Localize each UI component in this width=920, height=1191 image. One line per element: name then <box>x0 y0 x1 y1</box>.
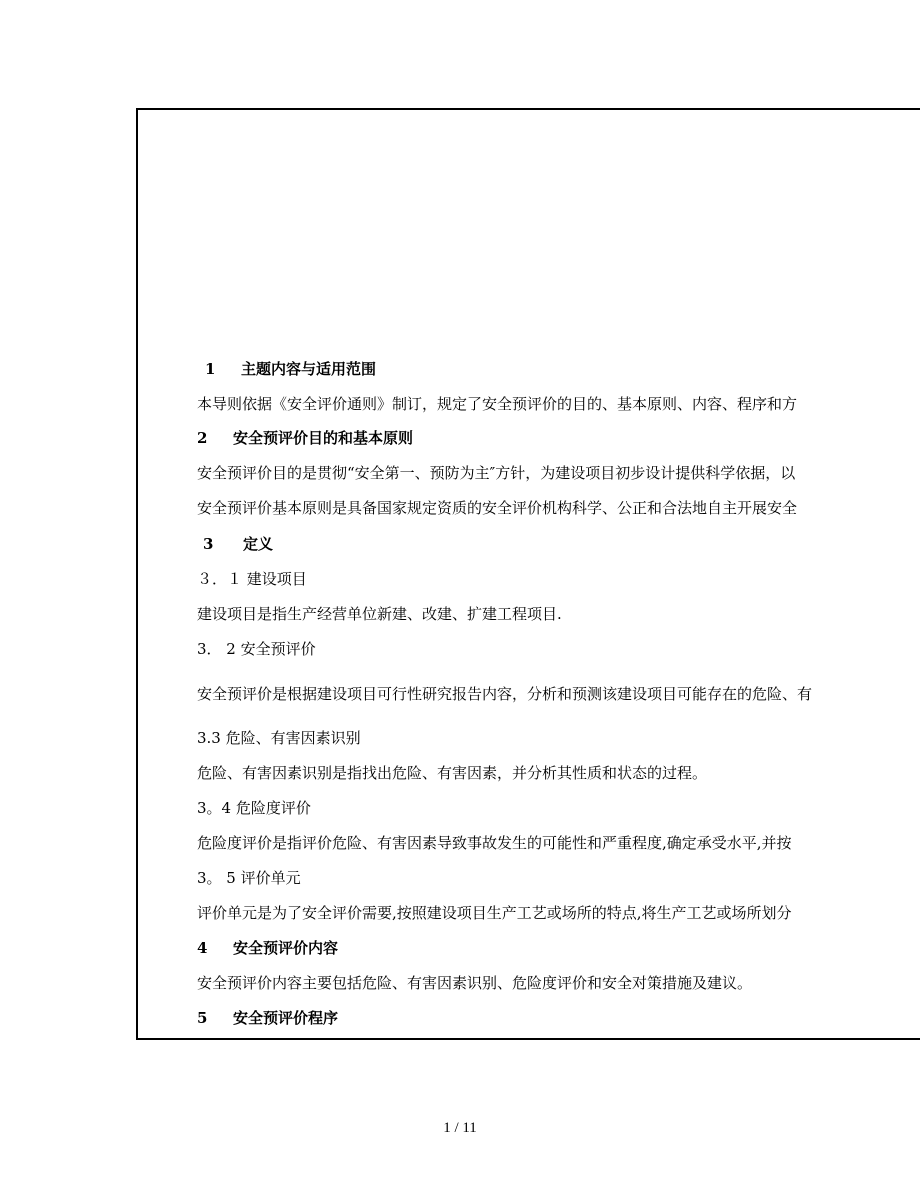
section-number: 5 <box>197 1009 208 1027</box>
section-number: 2 <box>197 429 208 447</box>
paragraph-content: 安全预评价内容主要包括危险、有害因素识别、危险度评价和安全对策措施及建议。 <box>197 974 753 992</box>
section-title: 定义 <box>243 535 274 553</box>
paragraph-risk-evaluation: 危险度评价是指评价危险、有害因素导致事故发生的可能性和严重程度,确定承受水平,并按 <box>197 834 792 852</box>
section-title: 主题内容与适用范围 <box>241 360 377 378</box>
section-heading-1 <box>197 359 920 379</box>
section-heading-4 <box>197 938 920 958</box>
subsection-heading-3-1: ３．１ 建设项目 <box>197 570 307 588</box>
paragraph-construction-project: 建设项目是指生产经营单位新建、改建、扩建工程项目. <box>197 605 562 623</box>
section-number: 1 <box>205 360 216 378</box>
paragraph-purpose: 安全预评价目的是贯彻“安全第一、预防为主″方针，为建设项目初步设计提供科学依据，以 <box>197 464 796 482</box>
section-heading-5 <box>197 1008 920 1028</box>
paragraph-principles: 安全预评价基本原则是具备国家规定资质的安全评价机构科学、公正和合法地自主开展安全 <box>197 499 798 517</box>
paragraph-evaluation-unit: 评价单元是为了安全评价需要,按照建设项目生产工艺或场所的特点,将生产工艺或场所划分 <box>197 904 792 922</box>
section-number: 3 <box>203 535 214 553</box>
section-title: 安全预评价内容 <box>233 939 339 957</box>
subsection-heading-3-5: 3。 5 评价单元 <box>197 869 301 887</box>
page-number: 1 / 11 <box>443 1120 477 1136</box>
section-title: 安全预评价目的和基本原则 <box>233 429 414 447</box>
section-title: 安全预评价程序 <box>233 1009 339 1027</box>
paragraph-pre-evaluation: 安全预评价是根据建设项目可行性研究报告内容，分析和预测该建设项目可能存在的危险、有 <box>197 685 813 703</box>
paragraph-scope: 本导则依据《安全评价通则》制订，规定了安全预评价的目的、基本原则、内容、程序和方 <box>197 395 798 413</box>
section-heading-2 <box>197 428 920 448</box>
subsection-heading-3-2: 3． 2 安全预评价 <box>197 640 316 658</box>
paragraph-hazard-identification: 危险、有害因素识别是指找出危险、有害因素，并分析其性质和状态的过程。 <box>197 764 708 782</box>
subsection-heading-3-4: 3。4 危险度评价 <box>197 799 311 817</box>
subsection-heading-3-3: 3.3 危险、有害因素识别 <box>197 729 361 747</box>
section-heading-3 <box>197 534 920 554</box>
section-number: 4 <box>197 939 208 957</box>
